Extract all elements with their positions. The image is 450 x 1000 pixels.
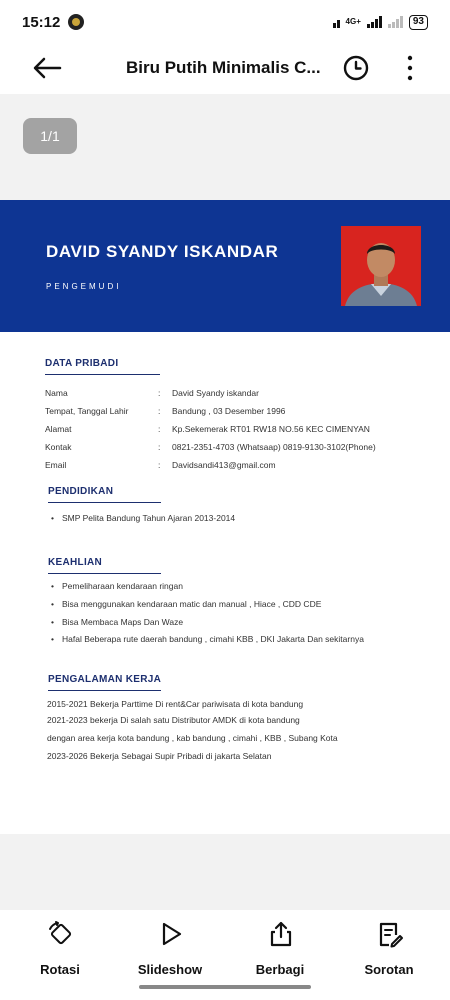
skill-item: • Bisa menggunakan kendaraan matic dan manual , Hiace , CDD CDE <box>52 599 321 609</box>
slideshow-label: Slideshow <box>137 962 203 977</box>
notification-app-icon <box>68 14 84 30</box>
skill-item: • Hafal Beberapa rute daerah bandung , cimahi KBB , DKI Jakarta Dan sekitarnya <box>52 631 422 648</box>
share-button[interactable] <box>235 920 325 980</box>
cv-header <box>0 200 450 332</box>
section-divider <box>48 502 161 503</box>
more-options-button[interactable] <box>400 52 420 84</box>
skill-item: • Bisa Membaca Maps Dan Waze <box>52 617 183 627</box>
more-vertical-icon <box>400 52 420 84</box>
experience-line: dengan area kerja kota bandung , kab bandung , cimahi , KBB , Subang Kota <box>47 733 338 743</box>
history-button[interactable] <box>340 52 372 84</box>
app-bar <box>0 44 450 92</box>
experience-line: 2023-2026 Bekerja Sebagai Supir Pribadi di jakarta Selatan <box>47 751 272 761</box>
profile-photo <box>341 226 421 306</box>
section-title-education: PENDIDIKAN <box>48 486 114 497</box>
slideshow-button[interactable] <box>125 920 215 980</box>
clock-icon <box>340 52 372 84</box>
back-button[interactable] <box>30 54 66 82</box>
document-title: Biru Putih Minimalis C... <box>126 58 321 77</box>
experience-line: 2015-2021 Bekerja Parttime Di rent&Car pariwisata di kota bandung <box>47 699 304 709</box>
rotate-button[interactable] <box>15 920 105 980</box>
play-icon <box>157 920 185 948</box>
highlight-label: Sorotan <box>364 962 414 977</box>
status-indicators <box>333 15 428 30</box>
education-item: • SMP Pelita Bandung Tahun Ajaran 2013-2014 <box>52 513 235 523</box>
section-title-skills: KEAHLIAN <box>48 557 103 568</box>
rotate-icon <box>47 920 75 948</box>
highlight-button[interactable] <box>344 920 434 980</box>
section-divider <box>48 690 161 691</box>
cv-name: DAVID SYANDY ISKANDAR <box>46 242 279 261</box>
experience-line: 2021-2023 bekerja Di salah satu Distributor AMDK di kota bandung <box>47 715 300 725</box>
home-indicator[interactable] <box>139 985 311 989</box>
document-viewer[interactable] <box>0 94 450 910</box>
signal-strength-icon <box>367 16 382 28</box>
share-label: Berbagi <box>255 962 305 977</box>
section-divider <box>48 573 161 574</box>
section-divider <box>45 374 160 375</box>
arrow-left-icon <box>30 54 66 82</box>
highlight-icon <box>376 920 404 948</box>
battery-indicator: 93 <box>409 15 428 30</box>
section-title-experience: PENGALAMAN KERJA <box>48 674 162 685</box>
volte-signal-icon <box>333 16 340 28</box>
skill-item: • Pemeliharaan kendaraan ringan <box>52 581 183 591</box>
signal-strength-secondary-icon <box>388 16 403 28</box>
section-title-personal: DATA PRIBADI <box>45 358 119 369</box>
page-indicator: 1/1 <box>23 118 77 154</box>
document-page[interactable]: DAVID SYANDY ISKANDAR PENGEMUDI DATA PRIBADI Nama : David Syandy iskandar Tempat, Tanggal Lahir : Bandung , 03 Desember 1996 Alamat : Kp.Sekemerak RT01 RW18 NO.56 KEC CIMENYAN Kontak : 0821-2351-4703 (Whatsaap) 0819-9130-3102(Phone) Email : Davidsandi413@gmail.com PENDIDIKAN • SMP Pelita Bandung Tahun Ajaran 2013-2014 KEAHLIAN • Pemeliharaan kendaraan ringan • Bisa menggunakan kendaraan matic dan manual , Hiace , CDD CDE • Bisa Membaca Maps Dan Waze • Hafal Beberapa rute daerah bandung , cimahi KBB , DKI Jakarta Dan sekitarnya PENGALAMAN KERJA 2015-2021 Bekerja Parttime Di rent&Car pariwisata di kota bandung 2021-2023 bekerja Di salah satu Distributor AMDK di kota bandung dengan area kerja kota bandung , kab bandung , cimahi , KBB , Subang Kota 2023-2026 Bekerja Sebagai Supir Pribadi di jakarta Selatan <box>0 200 450 834</box>
network-type-label: 4G+ <box>345 17 361 26</box>
cv-role: PENGEMUDI <box>46 282 122 291</box>
share-icon <box>267 920 295 948</box>
status-time: 15:12 <box>22 13 61 31</box>
status-bar <box>0 0 450 44</box>
rotate-label: Rotasi <box>40 962 80 977</box>
